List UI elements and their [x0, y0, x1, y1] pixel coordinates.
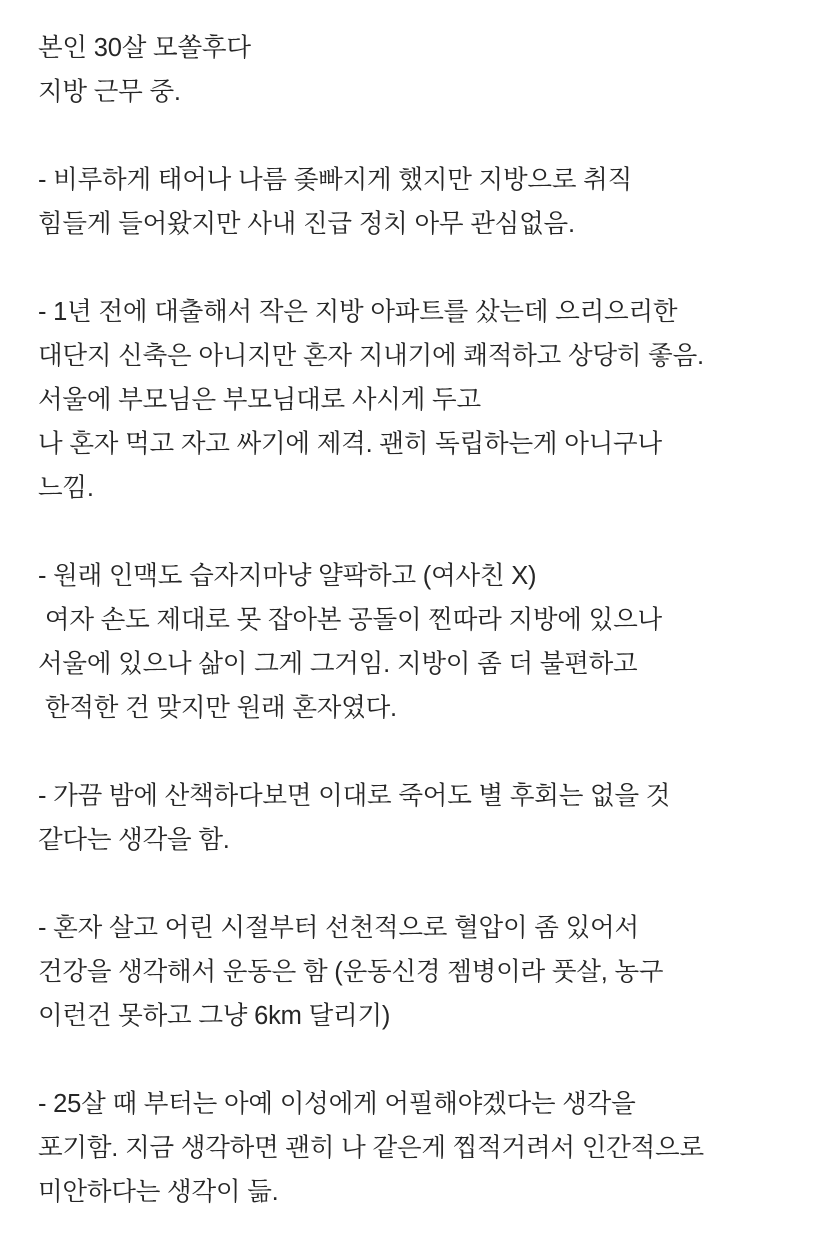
text-line: 서울에 있으나 삶이 그게 그거임. 지방이 좀 더 불편하고 [38, 650, 638, 678]
paragraph [38, 554, 806, 730]
text-line: 여자 손도 제대로 못 잡아본 공돌이 찐따라 지방에 있으나 [38, 606, 662, 634]
text-line: 느낌. [38, 474, 94, 502]
paragraph [38, 774, 806, 862]
text-line: 힘들게 들어왔지만 사내 진급 정치 아무 관심없음. [38, 210, 575, 238]
text-line: - 비루하게 태어나 나름 좆빠지게 했지만 지방으로 취직 [38, 166, 633, 194]
text-line: - 가끔 밤에 산책하다보면 이대로 죽어도 별 후회는 없을 것 [38, 782, 671, 810]
text-line: 지방 근무 중. [38, 78, 181, 106]
paragraph-spacer [38, 862, 806, 906]
text-line: 이런건 못하고 그냥 6km 달리기) [38, 1002, 391, 1030]
text-line: 나 혼자 먹고 자고 싸기에 제격. 괜히 독립하는게 아니구나 [38, 430, 662, 458]
paragraph-spacer [38, 1038, 806, 1082]
text-line: - 25살 때 부터는 아예 이성에게 어필해야겠다는 생각을 [38, 1090, 636, 1118]
paragraph [38, 26, 806, 114]
paragraph-spacer [38, 730, 806, 774]
text-line: - 1년 전에 대출해서 작은 지방 아파트를 샀는데 으리으리한 [38, 298, 678, 326]
post-text-body [38, 26, 806, 1214]
text-line: - 혼자 살고 어린 시절부터 선천적으로 혈압이 좀 있어서 [38, 914, 639, 942]
paragraph-spacer [38, 510, 806, 554]
paragraph-spacer [38, 246, 806, 290]
text-line: 한적한 건 맞지만 원래 혼자였다. [38, 694, 397, 722]
paragraph [38, 1082, 806, 1214]
text-line: 본인 30살 모쏠후다 [38, 34, 251, 62]
text-line: 대단지 신축은 아니지만 혼자 지내기에 쾌적하고 상당히 좋음. [38, 342, 704, 370]
paragraph [38, 290, 806, 510]
text-line: 건강을 생각해서 운동은 함 (운동신경 젬병이라 풋살, 농구 [38, 958, 664, 986]
paragraph [38, 906, 806, 1038]
text-line: - 원래 인맥도 습자지마냥 얄팍하고 (여사친 X) [38, 562, 537, 590]
paragraph-spacer [38, 114, 806, 158]
text-line: 포기함. 지금 생각하면 괜히 나 같은게 찝적거려서 인간적으로 [38, 1134, 704, 1162]
text-line: 서울에 부모님은 부모님대로 사시게 두고 [38, 386, 481, 414]
paragraph [38, 158, 806, 246]
text-line: 미안하다는 생각이 듦. [38, 1178, 279, 1206]
text-line: 같다는 생각을 함. [38, 826, 230, 854]
